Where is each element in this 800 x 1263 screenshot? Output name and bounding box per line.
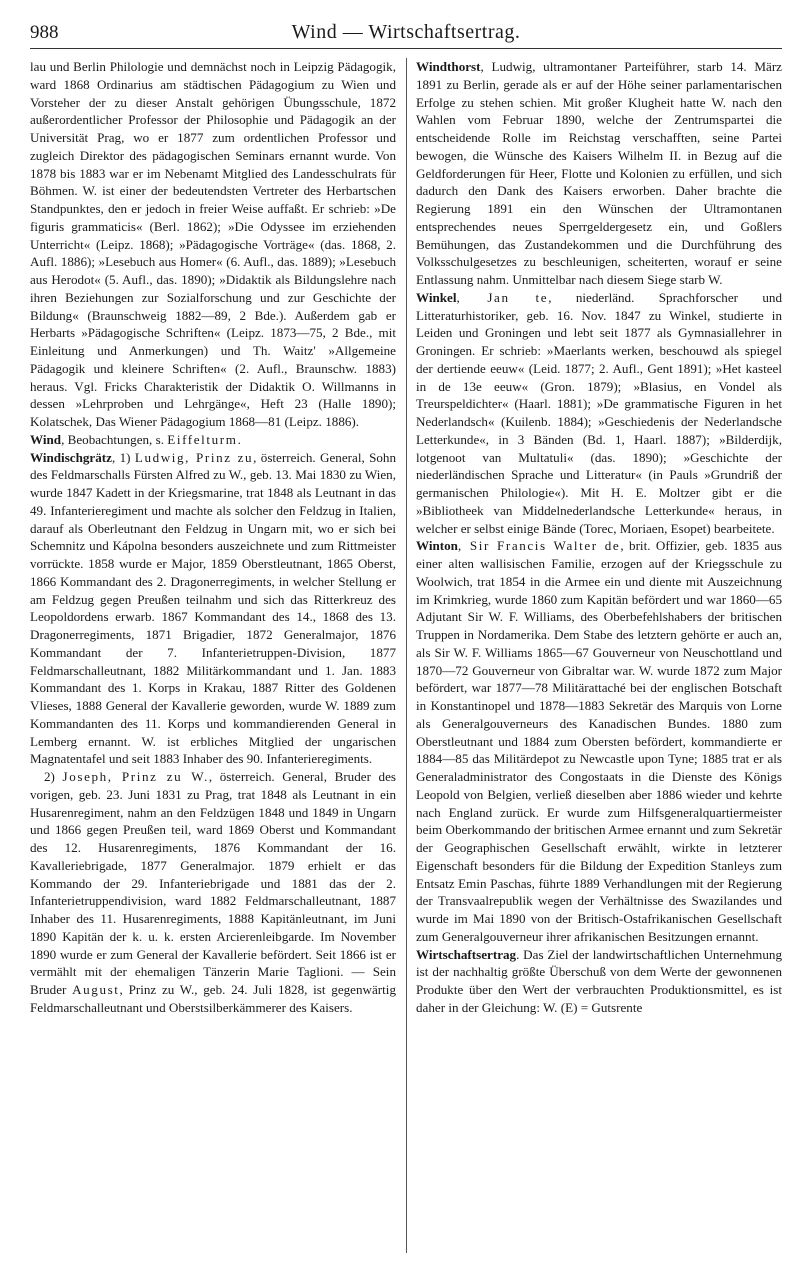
person-name: August	[72, 982, 120, 997]
person-name: , Sir Francis Walter de	[457, 538, 621, 554]
entry-text: , brit. Offizier, geb. 1835 aus einer alten wallisischen Familie, erzogen auf der Kriegsschule zu Woolwich, trat 1854 in die Armee ein und diente mit Auszeichnung im Krimkrieg, wurde 1860 zum Kapitän befördert und war 1860—65 Adjutant Sir W. F. Williams, des Oberbefehlshabers der britischen Truppen in Nordamerika. Dem Stabe des letztern gehörte er auch an, als Sir W. F. Williams 1865—67 Gouverneur von Neuschottland und 1870—72 Gouverneur von Gibraltar war. W. wurde 1872 zum Major befördert, war 1877—78 Militärattaché bei der englischen Botschaft in Konstantinopel und 1878—1883 Sekretär des Marquis von Lorne als Generalgouverneurs des Kanadischen Bundes. 1880 zum Oberstleutnant und 1884 zum Obersten befördert, kommandierte er 1884—85 das Militärdepot zu Newcastle upon Tyne; 1885 trat er als Generaladministrator des Congostaats in die Dienste des Königs Leopold von Belgien, verließ dieselben aber 1886 wieder und kehrte nach England zurück. Er wurde zum Hilfsgeneralquartiermeister beim Oberkommando der britischen Armee ernannt und zum Sekretär der Geographischen Gesellschaft erwählt, wirkte in letzterer Eigenschaft besonders für die Bildung der Expedition Stanleys zum Entsatz Emin Paschas, führte 1889 Verhandlungen mit der Regierung der Transvaalrepublik wegen der Verhältnisse des Swazilandes und wurde im Mai 1890 von der Britisch-Ostafrikanischen Gesellschaft zum Generalgouverneur ihrer afrikanischen Besitzungen ernannt.	[416, 538, 782, 944]
headword-windthorst: Windthorst	[416, 59, 481, 74]
entry-continuation: lau und Berlin Philologie und demnächst noch in Leipzig Pädagogik, ward 1868 Ordinarius am städtischen Pädagogium zu Wien und Vorsteher der zu dieser Anstalt gehörigen Übungsschule, 1872 außerordentlicher Professor der Philosophie und Pädagogik an der Universität Prag, wo er 1877 zum ordentlichen Professor und zugleich Direktor des pädagogischen Seminars ernannt wurde. Von 1878 bis 1883 war er im Nebenamt Mitglied des Landesschulrats für Böhmen. W. ist einer der bedeutendsten Vertreter des Herbartschen Standpunktes, den er jedoch in freier Weise auffaßt. Er schrieb: »De figuris grammaticis« (Berl. 1862); »Die Odyssee im erziehenden Unterricht« (Leipz. 1868); »Pädagogische Vorträge« (das. 1868, 2. Aufl. 1886); »Lesebuch aus Homer« (6. Aufl., das. 1889); »Lesebuch aus Herodot« (5. Aufl., das. 1890); »Didaktik als Bildungslehre nach ihren Beziehungen zur Sozialforschung und zur Geschichte der Bildung« (Braunschweig 1882—89, 2 Bde.). Außerdem gab er Herbarts »Pädagogische Schriften« (Leipz. 1873—75, 2 Bde., mit Einleitung und Anmerkungen) und Th. Waitz' »Allgemeine Pädagogik und kleinere Schriften« (2. Aufl., Braunschw. 1883) heraus. Vgl. Fricks Charakteristik der Didaktik O. Willmanns in dessen »Lehrproben und Lehrgänge«, Heft 23 (Halle 1890); Kolatschek, Das Wiener Pädagogium 1868—81 (Leipz. 1886).	[30, 59, 396, 429]
entry-windthorst	[416, 58, 782, 289]
entry-text: , niederländ. Sprachforscher und Litteraturhistoriker, geb. 16. Nov. 1847 zu Winkel, studierte in Leiden und Groningen und lebt seit 1877 als Gymnasiallehrer in Groningen. Er schrieb: »Maerlants werken, beschouwd als spiegel der dertiende eeuw« (Leid. 1877; 2. Aufl., Gent 1891); »Het kasteel in de 13e eeuw« (Gron. 1879); »Blasius, en Vondel als Treurspeldichter« (Haarl. 1881); »De grammatische Figuren in het Nederlandsch« (Kuilenb. 1884); »Geschiedenis der Nederlandsche Letterkunde«, in 3 Bänden (Bd. 1, Haarl. 1887); »Bilderdijk, lotgenoot van Multatuli« (das. 1890); »Geschichte der niederländischen Sprache und Litteratur« (in Pauls »Grundriß der germanischen Philologie«). Mit H. E. Moltzer gibt er die »Bibliotheek van Middelnederlandsche Letterkunde« heraus, in welcher er selbst einige Bände (Torec, Moriaen, Esopet) bearbeitete.	[416, 289, 782, 536]
running-head: Wind — Wirtschaftsertrag.	[291, 21, 521, 43]
entry-text: , Prinz zu W., geb. 24. Juli 1828, ist gegenwärtig Feldmarschalleutnant und Oberstsilberkämmerer des Kaisers.	[30, 982, 396, 1015]
entry-number: , 1)	[111, 449, 135, 465]
document-page	[30, 18, 782, 1253]
headword-wirtschaftsertrag: Wirtschaftsertrag	[416, 946, 517, 962]
entry-winkel	[416, 289, 782, 538]
column-divider	[406, 58, 407, 1253]
cross-reference: Eiffelturm	[167, 431, 238, 447]
entry-windischgraetz-2	[30, 768, 396, 1017]
left-column	[30, 58, 396, 1253]
entry-wind-text: , Beobachtungen, s.	[61, 431, 168, 447]
right-column	[416, 58, 782, 1253]
entry-text: , österreich. General, Bruder des vorigen, geb. 23. Juni 1831 zu Prag, trat 1848 als Leutnant in ein Husarenregiment, nahm an den Feldzügen 1848 und 1849 in Ungarn und 1866 gegen Preußen teil, ward 1869 Oberst und Kommandant des 12. Husarenregiments, 1876 Kommandant der 16. Kavalleriebrigade, 1877 Generalmajor. 1879 erhielt er das Kommando der 29. Infanteriebrigade und 1881 das der 2. Infanterietruppendivision, ward 1882 Feldmarschalleutnant, 1887 Inhaber des 11. Husarenregiments, 1888 Kapitänleutnant, im Juni 1890 Kapitän der k. u. k. ersten Arcierenleibgarde. Im November 1890 wurde er zum General der Kavallerie befördert. Seit 1866 ist er vermählt mit der ehemaligen Tänzerin Marie Taglioni. — Sein Bruder	[30, 769, 396, 997]
person-name: , Jan te	[456, 289, 549, 305]
entry-windischgraetz-1	[30, 449, 396, 769]
headword-windischgraetz: Windischgrätz	[30, 449, 112, 465]
entry-text: , Ludwig, ultramontaner Parteiführer, starb 14. März 1891 zu Berlin, gerade als er auf der Höhe seiner parlamentarischen Erfolge zu stehen schien. Mit großer Klugheit hatte W. nach den Wahlen vom Februar 1890, welche der Zentrumspartei die entscheidende Rolle im Reichstag verschafften, seine Partei bewogen, die Wünsche des Kaisers Wilhelm II. in Bezug auf die Geldforderungen für Heer, Flotte und Kolonien zu erfüllen, und sich dadurch den Dank des Kaisers erworben. Daher brachte die Regierung 1891 ein den Wünschen der Ultramontanen entsprechendes neues Sperrgeldergesetz ein, und Goßlers Bemühungen, das Zustandekommen und die Durchführung des Volksschulgesetzes zu beschleunigen, scheiterten, worauf er seine Entlassung nahm. Unmittelbar nach diesem Siege starb W.	[416, 59, 782, 287]
entry-winton	[416, 537, 782, 945]
person-name: Joseph, Prinz zu W.	[62, 769, 209, 784]
text-columns	[30, 58, 782, 1253]
entry-wirtschaftsertrag	[416, 946, 782, 1017]
page-number: 988	[30, 22, 59, 43]
headword-winkel: Winkel	[416, 289, 457, 305]
page-header	[30, 18, 782, 49]
entry-text: . Das Ziel der landwirtschaftlichen Unternehmung ist der nachhaltig größte Überschuß von dem Werte der gewonnenen Produkte über den Wert der verbrauchten Produktionsmittel, es ist daher in der Gleichung: W. (E) = Gutsrente	[416, 946, 782, 1015]
entry-wind	[30, 431, 396, 449]
entry-wind-end: .	[237, 431, 241, 447]
entry-text: , österreich. General, Sohn des Feldmarschalls Fürsten Alfred zu W., geb. 13. Mai 1830 zu Wien, wurde 1847 Kadett in der Kriegsmarine, trat 1848 als Leutnant in das 49. Infanterieregiment und machte als solcher den Feldzug in Italien, darauf als Oberleutnant den Feldzug in Ungarn mit, wo er sich bei Schemnitz und Kápolna besonders auszeichnete und zum Rittmeister vorrückte. 1858 wurde er Major, 1859 Oberstleutnant, 1865 Oberst, 1866 Kommandant des 2. Dragonerregiments, in welcher Stellung er am Feldzug gegen Preußen teilnahm und sich das Ritterkreuz des Leopoldordens erwarb. 1867 Kommandant des 14., 1868 des 13. Dragonerregiments, 1871 Brigadier, 1872 Generalmajor, 1876 Kommandant der 7. Infanterietruppen-Division, 1877 Feldmarschalleutnant, 1882 Militärkommandant und 1. Jan. 1883 Kommandant des 1. Korps in Krakau, 1887 Ritter des Goldenen Vlieses, 1888 General der Kavallerie geworden, wurde W. 1889 zum Kommandanten des 11. Korps und kommandierenden General in Lemberg ernannt. W. ist erbliches Mitglied der ungarischen Magnatentafel und seit 1883 Inhaber des 90. Infanterieregiments.	[30, 449, 396, 767]
person-name: Ludwig, Prinz zu	[134, 449, 254, 465]
headword-wind: Wind	[30, 431, 62, 447]
entry-number: 2)	[44, 769, 63, 784]
headword-winton: Winton	[416, 538, 458, 554]
